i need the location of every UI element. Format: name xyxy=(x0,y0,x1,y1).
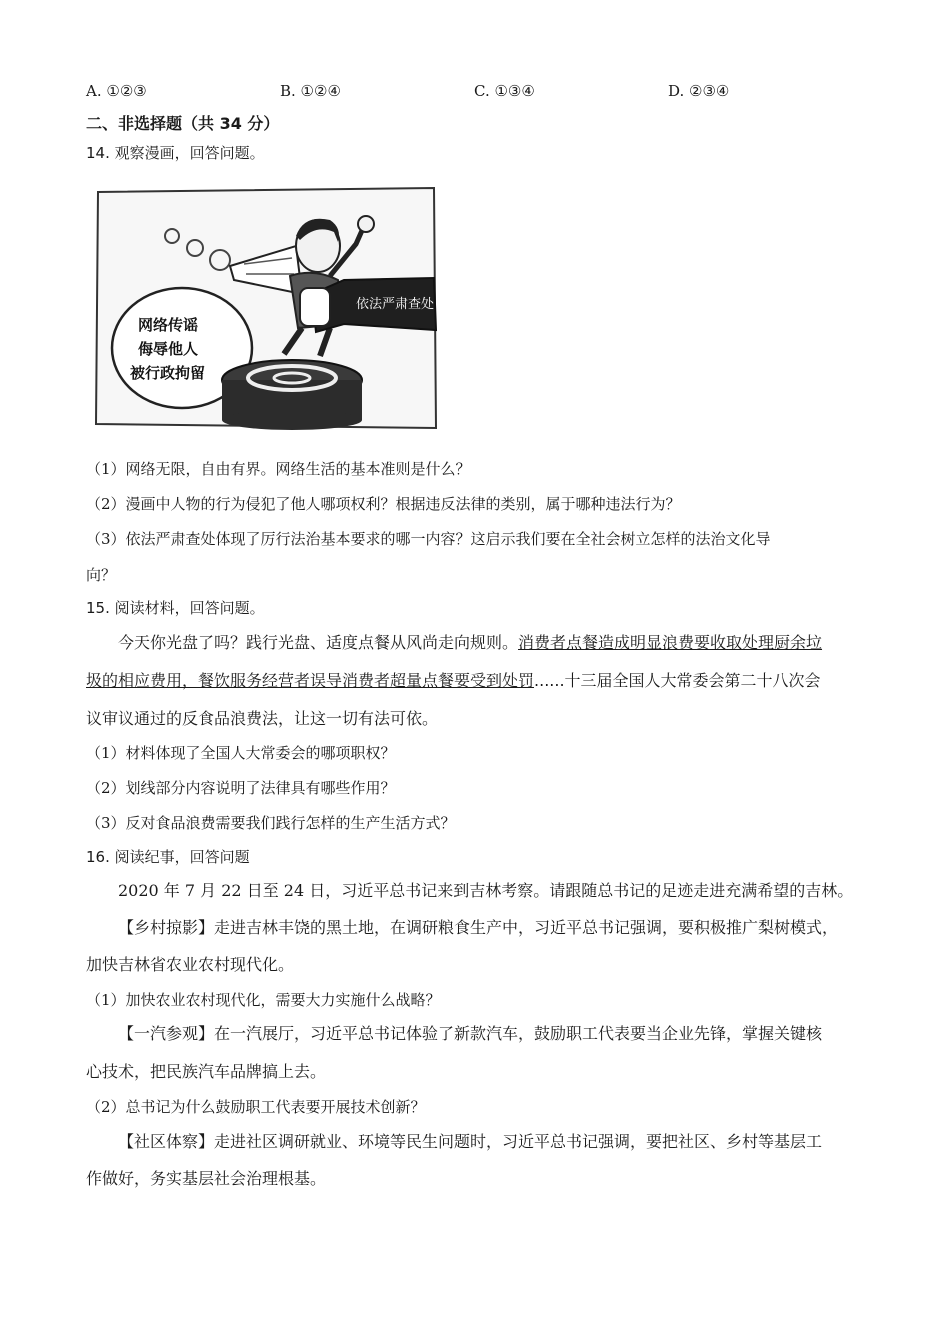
underlined-text: 圾的相应费用，餐饮服务经营者误导消费者超量点餐要受到处罚 xyxy=(86,671,535,690)
q14-sub-3-line-1: （3）依法严肃查处体现了厉行法治基本要求的哪一内容？这启示我们要在全社会树立怎样的法治文化导 xyxy=(86,530,771,548)
q16-community-line-1: 【社区体察】走进社区调研就业、环境等民生问题时，习近平总书记强调，要把社区、乡村等基层工 xyxy=(118,1132,823,1151)
cartoon-image xyxy=(94,184,438,430)
q16-village-line-2: 加快吉林省农业农村现代化。 xyxy=(86,955,295,974)
section-title: 二、非选择题（共 34 分） xyxy=(86,114,280,133)
q14-sub-2: （2）漫画中人物的行为侵犯了他人哪项权利？根据违反法律的类别，属于哪种违法行为？ xyxy=(86,495,681,513)
q15-sub-3: （3）反对食品浪费需要我们践行怎样的生产生活方式？ xyxy=(86,814,456,832)
q16-sub-2: （2）总书记为什么鼓励职工代表要开展技术创新？ xyxy=(86,1098,426,1116)
question-prompt: 阅读纪事，回答问题 xyxy=(114,848,250,866)
q16-faw-line-2: 心技术，把民族汽车品牌搞上去。 xyxy=(86,1062,327,1081)
question-number: 15. xyxy=(86,599,110,617)
q15-material-line-3: 议审议通过的反食品浪费法，让这一切有法可依。 xyxy=(86,709,439,728)
question-15-header xyxy=(86,598,265,618)
question-number: 16. xyxy=(86,848,110,866)
q14-sub-3-line-2: 向？ xyxy=(86,566,117,584)
option-a: A. ①②③ xyxy=(86,82,147,100)
question-prompt: 阅读材料，回答问题。 xyxy=(114,599,265,617)
option-d: D. ②③④ xyxy=(668,82,730,100)
q14-sub-1: （1）网络无限，自由有界。网络生活的基本准则是什么？ xyxy=(86,460,471,478)
bubble-line-1: 网络传谣 xyxy=(138,316,199,334)
q16-village-line-1: 【乡村掠影】走进吉林丰饶的黑土地，在调研粮食生产中，习近平总书记强调，要积极推广梨树模式， xyxy=(118,918,839,937)
option-c: C. ①③④ xyxy=(474,82,535,100)
question-14-header xyxy=(86,143,265,163)
q16-faw-line-1: 【一汽参观】在一汽展厅，习近平总书记体验了新款汽车，鼓励职工代表要当企业先锋，掌握关键核 xyxy=(118,1024,823,1043)
q15-material-line-1 xyxy=(118,633,822,653)
q16-community-line-2: 作做好，务实基层社会治理根基。 xyxy=(86,1169,327,1188)
q16-intro xyxy=(118,881,853,901)
question-number: 14. xyxy=(86,144,110,162)
q15-sub-2: （2）划线部分内容说明了法律具有哪些作用？ xyxy=(86,779,396,797)
material-text: 今天你光盘了吗？践行光盘、适度点餐从风尚走向规则。 xyxy=(118,633,519,652)
question-16-header xyxy=(86,847,250,867)
at-sign-pedestal xyxy=(222,360,362,430)
bubble-line-2: 侮辱他人 xyxy=(138,340,199,358)
q15-material-line-2 xyxy=(86,671,821,691)
bubble-line-3: 被行政拘留 xyxy=(130,364,206,382)
option-b: B. ①②④ xyxy=(280,82,341,100)
intro-text: ，习近平总书记来到吉林考察。请跟随总书记的足迹走进充满希望的吉林。 xyxy=(325,881,854,900)
material-text: ......十三届全国人大常委会第二十八次会 xyxy=(534,671,821,690)
question-prompt: 观察漫画，回答问题。 xyxy=(114,144,265,162)
sleeve-text: 依法严肃查处 xyxy=(356,297,435,312)
underlined-text: 消费者点餐造成明显浪费要收取处理厨余垃 xyxy=(518,633,823,652)
q15-sub-1: （1）材料体现了全国人大常委会的哪项职权？ xyxy=(86,744,396,762)
intro-date: 2020 年 7 月 22 日至 24 日 xyxy=(118,881,326,900)
q16-sub-1: （1）加快农业农村现代化，需要大力实施什么战略？ xyxy=(86,991,441,1009)
